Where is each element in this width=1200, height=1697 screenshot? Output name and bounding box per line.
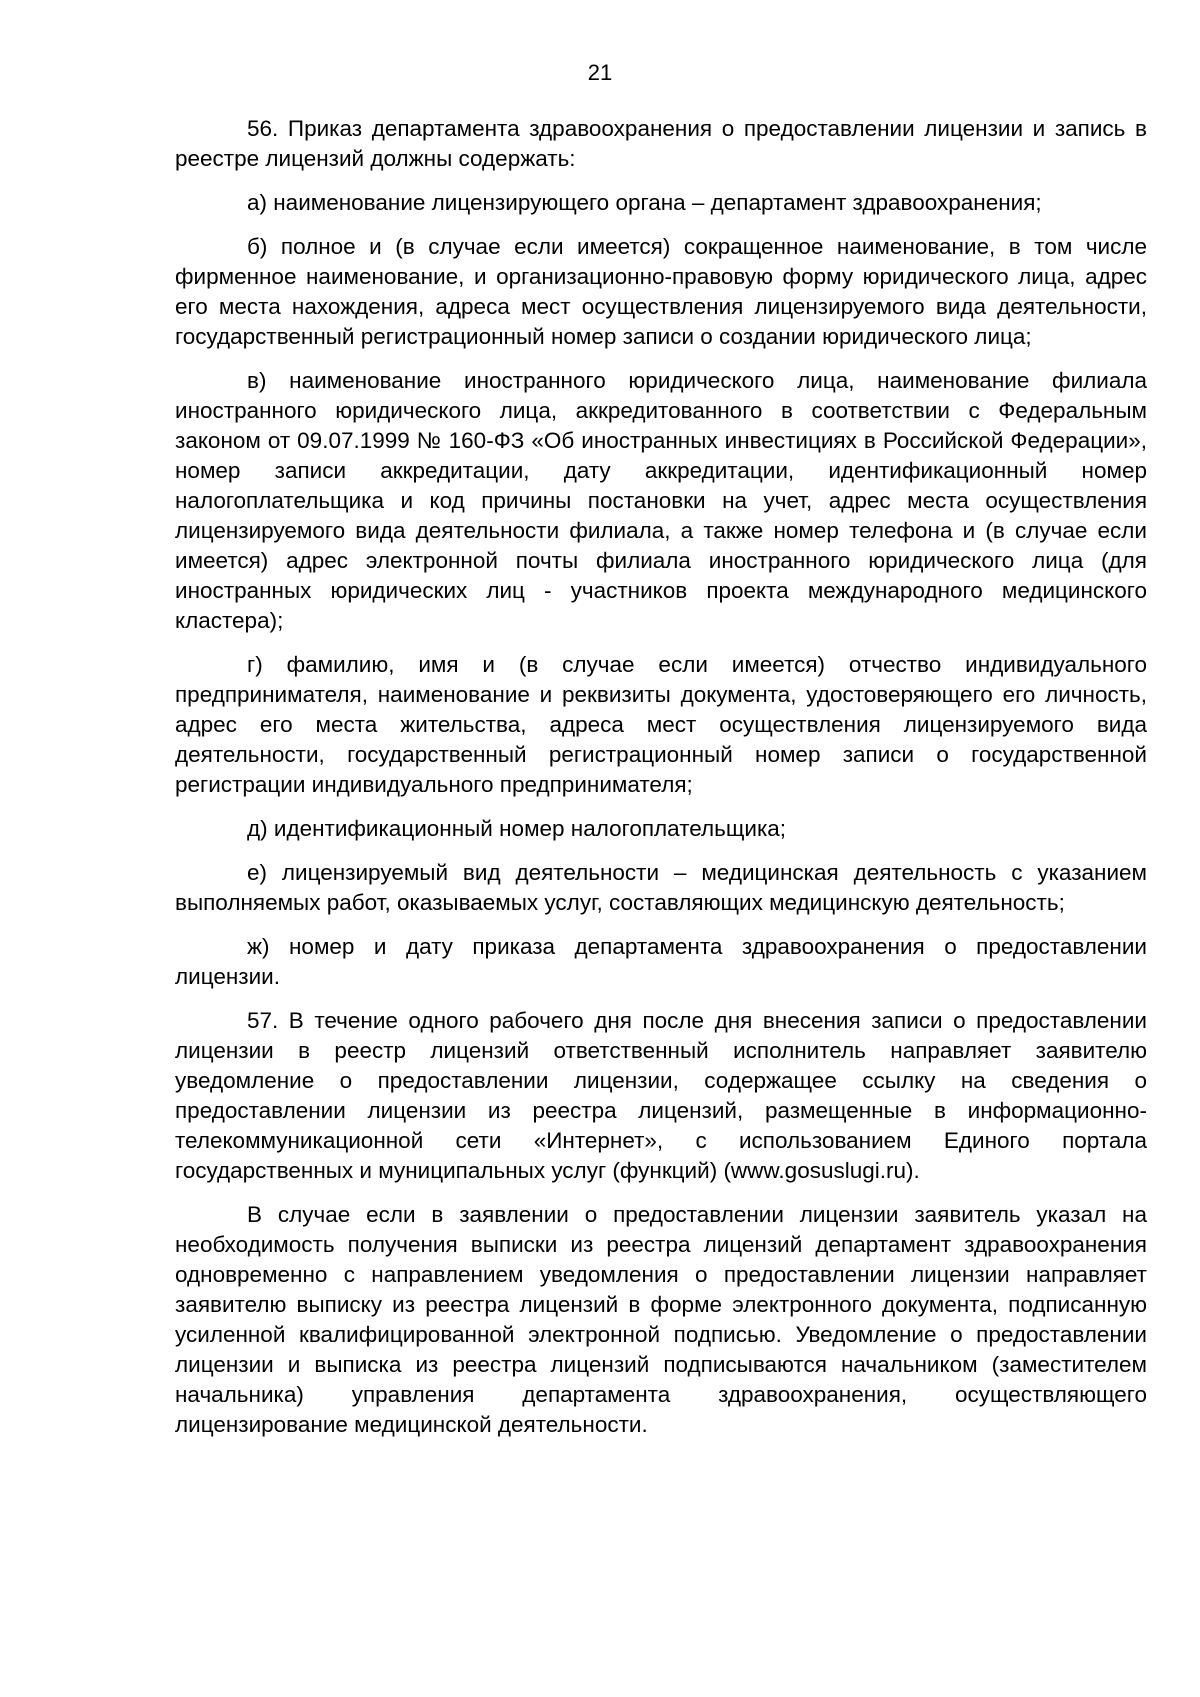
paragraph-item-zh: ж) номер и дату приказа департамента здравоохранения о предоставлении лицензии. (175, 934, 1147, 989)
paragraph-item-a: а) наименование лицензирующего органа – департамент здравоохранения; (247, 190, 1042, 215)
paragraph-56-intro: 56. Приказ департамента здравоохранения о предоставлении лицензии и запись в реестре лицензий должны содержать: (175, 116, 1147, 171)
paragraph-57-extract: В случае если в заявлении о предоставлении лицензии заявитель указал на необходимость получения выписки из реестра лицензий департамент здравоохранения одновременно с направлением уведомления о предоставлении лицензии направляет заявителю выписку из реестра лицензий в форме электронного документа, подписанную усиленной квалифицированной электронной подписью. Уведомление о предоставлении лицензии и выписка из реестра лицензий подписываются начальником (заместителем начальника) управления департамента здравоохранения, осуществляющего лицензирование медицинской деятельности. (175, 1202, 1147, 1437)
paragraph-57: 57. В течение одного рабочего дня после дня внесения записи о предоставлении лицензии в реестр лицензий ответственный исполнитель направляет заявителю уведомление о предоставлении лицензии, содержащее ссылку на сведения о предоставлении лицензии из реестра лицензий, размещенные в информационно-телекоммуникационной сети «Интернет», с использованием Единого портала государственных и муниципальных услуг (функций) (www.gosuslugi.ru). (175, 1008, 1147, 1183)
document-body (175, 114, 1147, 1453)
paragraph-item-b: б) полное и (в случае если имеется) сокращенное наименование, в том числе фирменное наименование, и организационно-правовую форму юридического лица, адрес его места нахождения, адреса мест осуществления лицензируемого вида деятельности, государственный регистрационный номер записи о создании юридического лица; (175, 234, 1147, 349)
paragraph-item-v: в) наименование иностранного юридического лица, наименование филиала иностранного юридического лица, аккредитованного в соответствии с Федеральным законом от 09.07.1999 № 160-ФЗ «Об иностранных инвестициях в Российской Федерации», номер записи аккредитации, дату аккредитации, идентификационный номер налогоплательщика и код причины постановки на учет, адрес места осуществления лицензируемого вида деятельности филиала, а также номер телефона и (в случае если имеется) адрес электронной почты филиала иностранного юридического лица (для иностранных юридических лиц - участников проекта международного медицинского кластера); (175, 368, 1147, 633)
page-number: 21 (587, 60, 613, 85)
paragraph-item-e: е) лицензируемый вид деятельности – медицинская деятельность с указанием выполняемых работ, оказываемых услуг, составляющих медицинскую деятельность; (175, 860, 1147, 915)
paragraph-item-d: д) идентификационный номер налогоплательщика; (247, 816, 787, 841)
paragraph-item-g: г) фамилию, имя и (в случае если имеется) отчество индивидуального предпринимателя, наименование и реквизиты документа, удостоверяющего его личность, адрес его места жительства, адреса мест осуществления лицензируемого вида деятельности, государственный регистрационный номер записи о государственной регистрации индивидуального предпринимателя; (175, 652, 1147, 797)
